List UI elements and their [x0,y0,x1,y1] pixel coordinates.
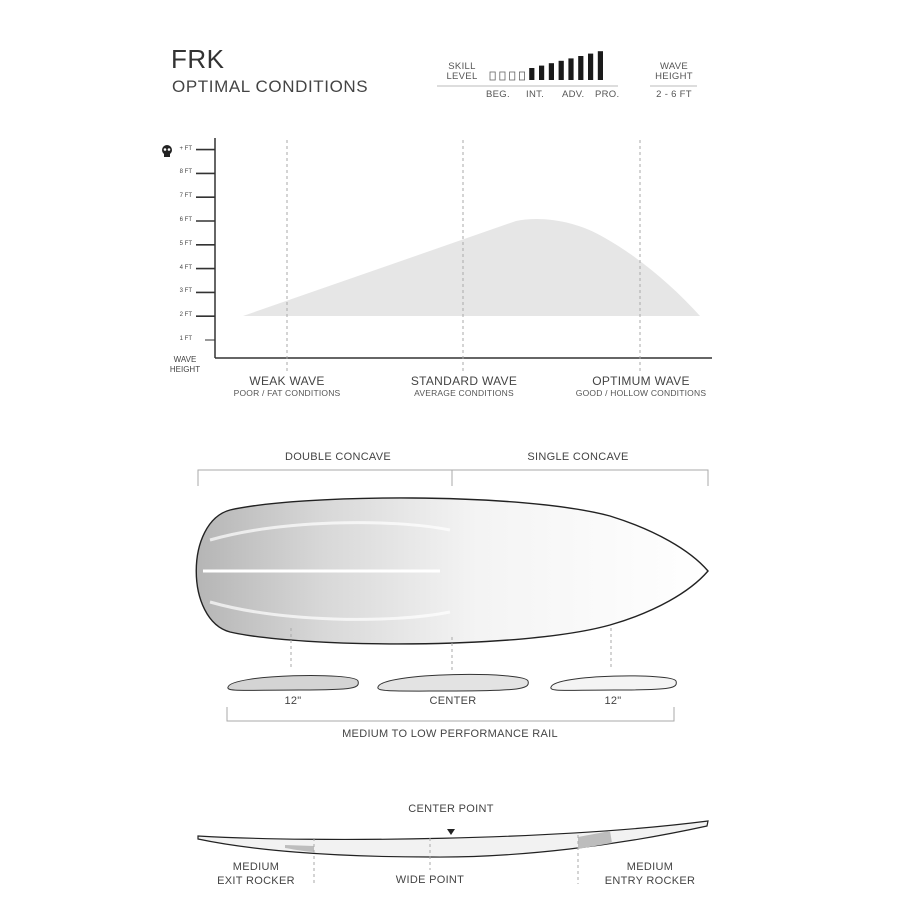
condition-standard: STANDARD WAVE AVERAGE CONDITIONS [410,374,518,398]
skill-tick-beg: BEG. [486,89,510,100]
skill-tick-pro: PRO. [595,89,620,100]
skill-bar [510,72,515,80]
wide-point-label: WIDE POINT [395,874,465,886]
skill-bar [588,54,593,80]
rail-bracket [227,707,674,721]
skill-bar [539,66,544,80]
rail-label-center: CENTER [429,695,477,707]
skill-tick-int: INT. [526,89,545,100]
skill-bar [500,72,505,80]
skill-bar [598,51,603,80]
y-tick-label: 6 FT [179,217,192,223]
y-tick-label: + FT [179,145,192,152]
skill-bar [490,72,495,80]
rail-label-left: 12" [284,695,302,707]
y-tick-label: 1 FT [179,336,192,342]
y-tick-label: 4 FT [179,264,192,271]
skill-bar [578,56,583,80]
skill-level-bars [490,51,603,80]
rail-caption: MEDIUM TO LOW PERFORMANCE RAIL [342,728,558,740]
skill-bar [549,63,554,80]
board-title: FRK [171,44,225,74]
wave-height-range: 2 - 6 FT [656,89,692,100]
rail-label-right: 12" [604,695,622,707]
skill-bar [559,61,564,80]
skill-bar [529,68,534,80]
rail-section-right [551,676,677,690]
entry-rocker-label: MEDIUM ENTRY ROCKER [604,861,696,887]
single-concave-label: SINGLE CONCAVE [527,451,629,463]
condition-weak: WEAK WAVE POOR / FAT CONDITIONS [233,374,341,398]
double-concave-label: DOUBLE CONCAVE [284,451,392,463]
board-subtitle: OPTIMAL CONDITIONS [172,77,369,96]
rail-section-left [228,675,358,690]
y-axis-title: WAVE HEIGHT [169,355,201,374]
rail-section-center [378,674,528,691]
skill-tick-adv: ADV. [562,89,585,100]
contour-bracket [198,470,708,486]
y-tick-label: 3 FT [179,288,192,295]
center-point-arrow [447,829,455,835]
exit-rocker-label: MEDIUM EXIT ROCKER [217,861,295,887]
y-axis-ticks [196,150,215,340]
rocker-profile [198,821,708,857]
condition-optimum: OPTIMUM WAVE GOOD / HOLLOW CONDITIONS [575,374,707,398]
skill-bar [519,72,524,80]
y-tick-label: 8 FT [179,169,192,176]
skill-level-label: SKILL LEVEL [446,61,478,82]
y-tick-label: 5 FT [179,240,192,247]
y-tick-label: 7 FT [179,193,192,200]
skill-bar [568,58,573,80]
wave-height-header-label: WAVE HEIGHT [655,61,693,82]
y-tick-label: 2 FT [179,312,192,319]
wave-height-area [243,219,700,316]
center-point-label: CENTER POINT [408,803,494,815]
